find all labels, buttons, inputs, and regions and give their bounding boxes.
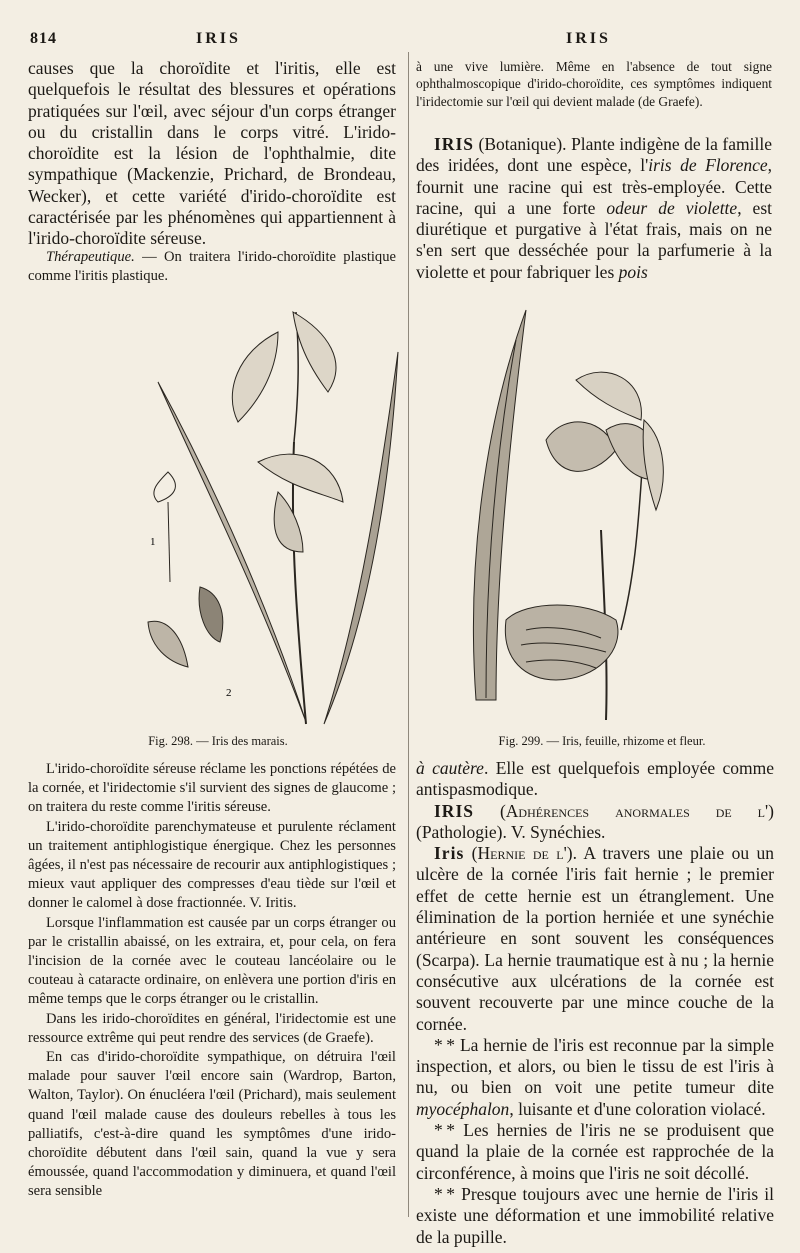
asterism: * * — [434, 1120, 456, 1141]
paragraph-simple-inspection: * * La hernie de l'iris est reconnue par la simple inspection, et alors, ou bien le tissu de est l'iris à nu, ou bien on voit une petite tumeur dite myocéphalon, luisante et d'une coloration violacé. — [416, 1034, 774, 1119]
right-running-title: IRIS — [566, 30, 611, 47]
iris-des-marais-engraving — [128, 292, 418, 730]
paragraph-presque: * * Presque toujours avec une hernie de l'iris il existe une déformation et une immobilité relative de la pupille. — [416, 1183, 774, 1247]
paragraph-hernie: Iris (Hernie de l'). A travers une plaie ou un ulcère de la cornée l'iris fait hernie ; le premier effet de cette hernie est un étranglement. Une élimination de la portion herniée et une synéchie antérieure en sont souvent les conséquences (Scarpa). La hernie traumatique est à nu ; la hernie consécutive aux ulcérations de la cornée est souvent recouverte par une mince couche de la cornée. — [416, 843, 774, 1034]
asterism: * * — [434, 1034, 456, 1055]
page-number: 814 — [30, 30, 57, 47]
paragraph-cautere: à cautère. Elle est quelquefois employée comme antispasmodique. — [416, 758, 774, 800]
paragraph-botanique: IRIS (Botanique). Plante indigène de la famille des iridées, dont une espèce, l'iris de Florence, fournit une racine qui est très-employée. Cette racine, qui a une forte odeur de violette, est diurétique et purgative à l'état frais, mais on ne s'en sert que desséchée pour la parfumerie à la violette et pour fabriquer les pois — [416, 134, 772, 282]
paragraph-vive-lumiere: à une vive lumière. Même en l'absence de tout signe ophthalmoscopique d'irido-choroïdite, ces symptômes indiquent l'iridectomie sur l'œil qui devient malade (de Graefe). — [416, 59, 772, 109]
figure-label-1: 1 — [150, 536, 156, 548]
therapeutique-label: Thérapeutique. — [46, 249, 135, 265]
right-botanique — [416, 134, 772, 283]
paragraph-therapeutique — [28, 248, 396, 286]
paragraph-sereuse: L'irido-choroïdite séreuse réclame les ponctions répétées de la cornée, et l'iridectomie s'il survient des signes de glaucome ; on traitera du reste comme l'iritis séreuse. — [28, 761, 396, 816]
therapeutique-text: — On traitera l'irido-choroïdite plastique comme l'iritis plastique. — [28, 249, 396, 285]
paragraph-parenchymateuse: L'irido-choroïdite parenchymateuse et purulente réclament un traitement antiphlogistique énergique. Chez les personnes âgées, il n'est pas nécessaire de recourir aux antiphlogistiques ; mieux vaut appliquer des compresses d'eau tiède sur l'œil et donner le calomel à dose fractionnée. V. Iritis. — [28, 818, 396, 912]
left-running-title: IRIS — [196, 30, 241, 47]
left-therapeutique — [28, 248, 396, 286]
right-column-top — [416, 58, 772, 110]
paragraph-adherences: IRIS (Adhérences anormales de l') (Pathologie). V. Synéchies. — [416, 800, 774, 842]
entry-head-iris-botanique: IRIS — [434, 134, 474, 154]
figure-299-caption: Fig. 299. — Iris, feuille, rhizome et fleur. — [498, 734, 706, 748]
paragraph-causes: causes que la choroïdite et l'iritis, elle est quelquefois le résultat des blessures et opérations pratiquées sur l'œil, avec séjour d'un corps étranger ou du cristallin dans le corps vitré. L'irido-choroïdite est la lésion de l'ophthalmie, dite sympathique (Mackenzie, Prichard, de Brondeau, Wecker), et cette variété d'irido-choroïdite est caractérisée par les phénomènes qui appartiennent à l'irido-choroïdite séreuse. — [28, 58, 396, 249]
asterism: * * — [434, 1183, 456, 1204]
figure-label-2: 2 — [226, 687, 232, 699]
entry-head-iris-hernie: Iris — [434, 843, 465, 864]
figure-298-caption: Fig. 298. — Iris des marais. — [148, 734, 288, 748]
paragraph-hernies: * * Les hernies de l'iris ne se produisent que quand la plaie de la cornée est rapprochée de la circonférence, à moins que l'iris ne soit décollé. — [416, 1120, 774, 1183]
iris-florence-engraving — [416, 300, 796, 728]
paragraph-sympathique: En cas d'irido-choroïdite sympathique, on détruira l'œil malade pour sauver l'œil encore sain (Wardrop, Barton, Walton, Taylor). On énucléera l'œil (Prichard), mais seulement quand l'œil malade cause des douleurs rebelles à tous les palliatifs, c'est-à-dire quand les symptômes d'une irido-choroïdite débutent dans l'œil sain, quand la vue y sera émoussée, quand l'accommodation y diminuera, et quand l'œil sera sensible — [28, 1049, 396, 1200]
paragraph-corps-etranger: Lorsque l'inflammation est causée par un corps étranger ou par le cristallin abaissé, on les extraira, et, pour cela, on fera l'incision de la cornée avec le couteau lancéolaire ou le couteau à cataracte ordinaire, on enlèvera une portion d'iris en même temps que le corps étranger ou le cristallin. — [28, 914, 396, 1008]
figure-298 — [128, 292, 418, 730]
entry-head-iris-adherences: IRIS — [434, 800, 474, 821]
left-column-bottom — [28, 760, 396, 1202]
right-column-bottom — [416, 758, 774, 1248]
paragraph-general: Dans les irido-choroïdites en général, l'iridectomie est une ressource extrême qui peut rendre des services (de Graefe). — [28, 1010, 396, 1046]
figure-299 — [416, 300, 796, 728]
running-header — [0, 30, 800, 56]
left-column-top — [28, 58, 396, 250]
